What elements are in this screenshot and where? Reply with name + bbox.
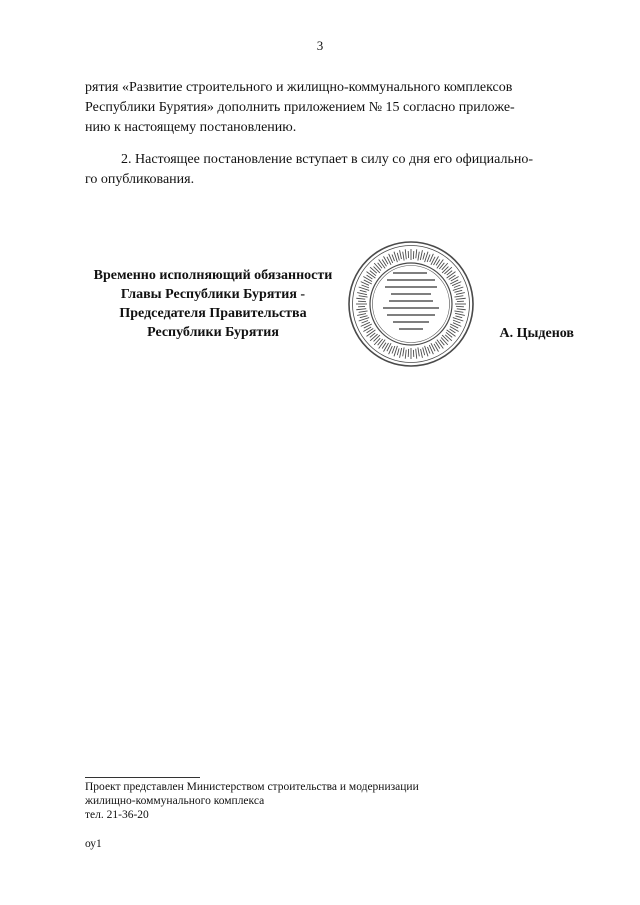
seal-ring-stroke — [370, 267, 377, 273]
seal-ring-stroke — [403, 252, 404, 261]
seal-ring-stroke — [397, 253, 399, 261]
seal-ring-stroke — [455, 316, 462, 318]
seal-ring-stroke — [356, 309, 366, 310]
footnote-line: тел. 21-36-20 — [85, 809, 149, 821]
seal-ring-stroke — [374, 267, 380, 273]
seal-ring-stroke — [374, 263, 381, 270]
seal-ring-stroke — [374, 335, 380, 341]
seal-ring-stroke — [405, 249, 406, 259]
document-code: оу1 — [85, 838, 102, 850]
seal-ring-stroke — [423, 253, 425, 260]
seal-ring-stroke — [418, 252, 419, 261]
seal-ring-stroke — [362, 320, 369, 323]
seal-ring-stroke — [416, 349, 417, 359]
footnote-line: жилищно-коммунального комплекса — [85, 795, 265, 807]
seal-ring-stroke — [392, 346, 395, 353]
paragraph-1-line: нию к настоящему постановлению. — [85, 120, 297, 135]
seal-ring-stroke — [445, 335, 452, 341]
seal-ring-stroke — [359, 296, 368, 297]
page-number: 3 — [316, 38, 324, 53]
seal-ring-stroke — [357, 293, 367, 295]
seal-ring-stroke — [454, 290, 462, 292]
seal-ring-stroke — [453, 320, 460, 323]
seal-ring-stroke — [359, 311, 368, 312]
seal-ring-stroke — [357, 314, 366, 316]
seal-ring-stroke — [418, 347, 419, 356]
seal-ring-stroke — [423, 347, 425, 355]
seal-ring-stroke — [403, 347, 404, 356]
seal-ring-stroke — [427, 255, 430, 262]
signatory-title — [78, 266, 348, 342]
seal-ring-stroke — [400, 250, 402, 259]
seal-ring-stroke — [392, 255, 395, 262]
seal-ring-stroke — [442, 267, 448, 273]
seal-ring-stroke — [397, 348, 399, 355]
seal-ring-stroke — [447, 330, 456, 336]
paragraph-2-line: го опубликования. — [85, 172, 195, 187]
seal-ring-stroke — [362, 285, 369, 288]
seal-ring-stroke — [437, 260, 443, 269]
seal-ring-stroke — [444, 267, 451, 274]
seal-ring-stroke — [379, 260, 385, 269]
official-seal — [347, 240, 475, 368]
seal-ring-stroke — [456, 293, 465, 295]
seal-ring-stroke — [360, 290, 367, 292]
paragraph-2-line: 2. Настоящее постановление вступает в силу со дня его официально- — [121, 152, 534, 167]
footnote — [85, 780, 419, 822]
paragraph-2 — [85, 150, 574, 190]
seal-ring-stroke — [442, 263, 448, 270]
seal-ring-stroke — [456, 298, 466, 299]
signatory-title-line: Главы Республики Бурятия - — [120, 287, 306, 302]
footnote-line: Проект представлен Министерством строительства и модернизации — [85, 781, 419, 793]
seal-ring-stroke — [416, 249, 417, 258]
signatory-name: А. Цыденов — [499, 326, 574, 341]
paragraph-1 — [85, 78, 574, 138]
seal-ring-stroke — [374, 338, 380, 345]
signatory-title-line: Председателя Правительства — [119, 306, 307, 321]
seal-ring-stroke — [455, 313, 465, 315]
seal-ring-stroke — [454, 296, 463, 297]
seal-ring-stroke — [437, 340, 443, 349]
signatory-title-line: Республики Бурятия — [147, 325, 279, 340]
seal-ring-stroke — [454, 285, 461, 288]
seal-ring-stroke — [379, 340, 385, 349]
paragraph-1-line: рятия «Развитие строительного и жилищно-коммунального комплексов — [85, 80, 513, 95]
seal-ring-stroke — [454, 311, 463, 312]
seal-ring-stroke — [405, 350, 406, 359]
seal-ring-stroke — [400, 348, 402, 358]
footnote-divider — [85, 777, 200, 778]
paragraph-1-line: Республики Бурятия» дополнить приложением № 15 согласно приложе- — [85, 100, 515, 115]
seal-ring-stroke — [447, 272, 456, 278]
seal-ring-stroke — [356, 298, 365, 299]
seal-ring-stroke — [420, 250, 422, 260]
seal-ring-stroke — [441, 337, 448, 344]
seal-ring-stroke — [457, 309, 466, 310]
seal-ring-stroke — [370, 334, 377, 341]
seal-ring-stroke — [442, 335, 448, 341]
seal-ring-stroke — [367, 330, 376, 336]
seal-ring-stroke — [360, 316, 368, 318]
seal-ring-stroke — [367, 272, 376, 278]
signatory-title-line: Временно исполняющий обязанности — [93, 268, 333, 283]
seal-ring-stroke — [427, 347, 430, 354]
seal-ring-stroke — [421, 349, 423, 358]
